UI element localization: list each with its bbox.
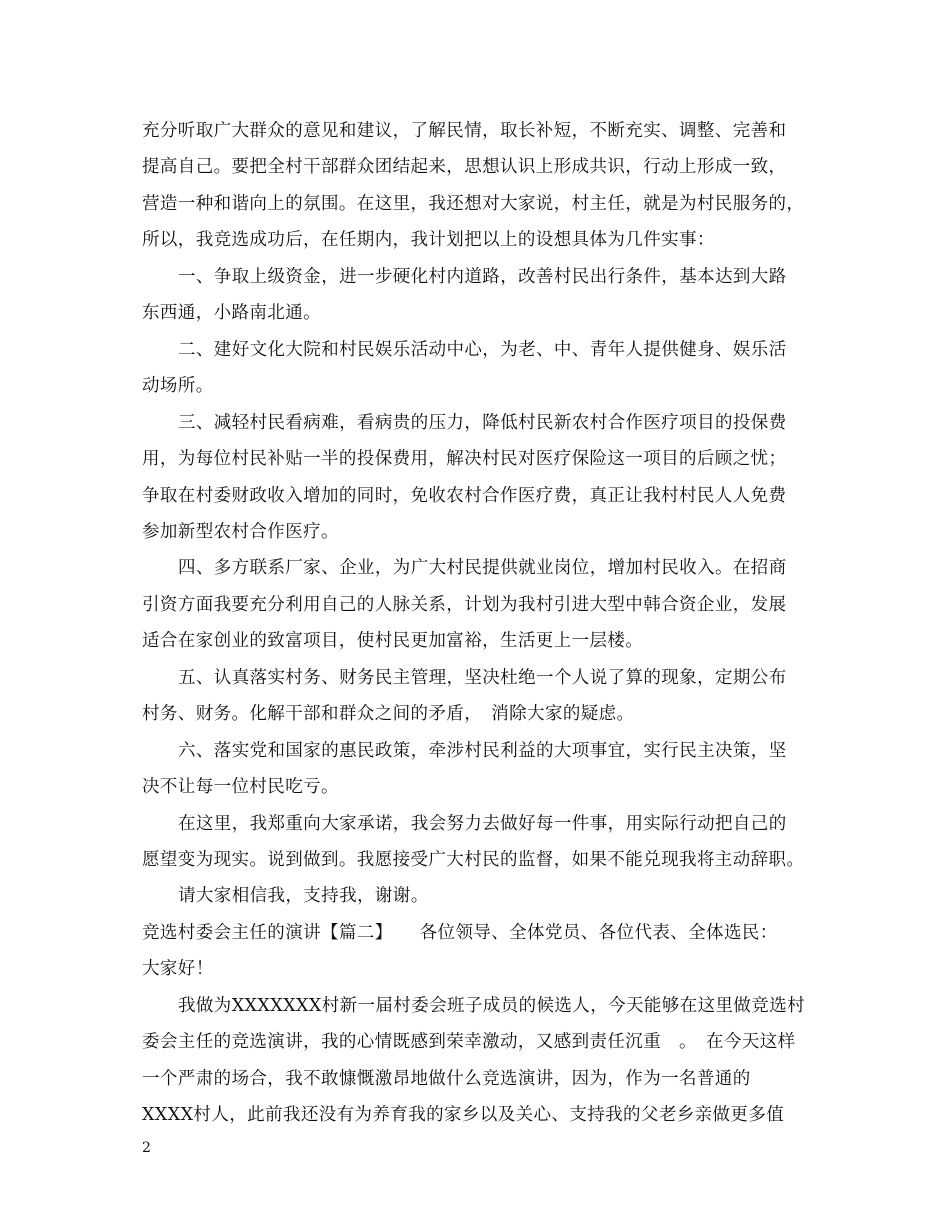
text-line: 决不让每一位村民吃亏。	[142, 777, 339, 797]
text-line: 愿望变为现实。说到做到。我愿接受广大村民的监督，如果不能兑现我将主动辞职。	[142, 850, 805, 870]
text-line: 所以，我竞选成功后，在任期内，我计划把以上的设想具体为几件实事：	[142, 230, 715, 250]
text-line: 提高自己。要把全村干部群众团结起来，思想认识上形成共识，行动上形成一致，	[142, 157, 787, 177]
text-line: 四、多方联系厂家、企业，为广大村民提供就业岗位，增加村民收入。在招商	[178, 558, 787, 578]
text-line: XXXX村人，此前我还没有为养育我的家乡以及关心、支持我的父老乡亲做更多值	[142, 1105, 785, 1125]
text-line: 大家好！	[142, 959, 214, 979]
text-line: 三、减轻村民看病难，看病贵的压力，降低村民新农村合作医疗项目的投保费	[178, 413, 787, 433]
text-line: 参加新型农村合作医疗。	[142, 522, 339, 542]
text-line: 用，为每位村民补贴一半的投保费用，解决村民对医疗保险这一项目的后顾之忧；	[142, 449, 787, 469]
page-number: 2	[142, 1140, 151, 1156]
text-line: 营造一种和谐向上的氛围。在这里，我还想对大家说，村主任，就是为村民服务的，	[142, 194, 805, 214]
text-line: 二、建好文化大院和村民娱乐活动中心，为老、中、青年人提供健身、娱乐活	[178, 340, 787, 360]
text-line: 争取在村委财政收入增加的同时，免收农村合作医疗费，真正让我村村民人人免费	[142, 486, 787, 506]
text-line: 一个严肃的场合，我不敢慷慨激昂地做什么竞选演讲，因为，作为一名普通的	[142, 1069, 751, 1089]
text-line: 我做为XXXXXXX村新一届村委会班子成员的候选人，今天能够在这里做竞选村	[178, 996, 806, 1016]
text-line: 充分听取广大群众的意见和建议，了解民情，取长补短，不断充实、调整、完善和	[142, 121, 787, 141]
text-line: 在这里，我郑重向大家承诺，我会努力去做好每一件事，用实际行动把自己的	[178, 814, 787, 834]
text-line: 请大家相信我，支持我，谢谢。	[178, 886, 429, 906]
text-line: 动场所。	[142, 376, 214, 396]
text-line: 东西通，小路南北通。	[142, 303, 321, 323]
text-line: 委会主任的竞选演讲，我的心情既感到荣幸激动，又感到责任沉重 。 在今天这样	[142, 1032, 796, 1052]
text-line: 引资方面我要充分利用自己的人脉关系，计划为我村引进大型中韩合资企业，发展	[142, 595, 787, 615]
section-heading-line: 竞选村委会主任的演讲【篇二】 各位领导、全体党员、各位代表、全体选民：	[142, 923, 778, 943]
text-line: 适合在家创业的致富项目，使村民更加富裕，生活更上一层楼。	[142, 631, 644, 651]
text-line: 六、落实党和国家的惠民政策，牵涉村民利益的大项事宜，实行民主决策，坚	[178, 741, 787, 761]
text-line: 五、认真落实村务、财务民主管理，坚决杜绝一个人说了算的现象，定期公布	[178, 668, 787, 688]
text-line: 一、争取上级资金，进一步硬化村内道路，改善村民出行条件，基本达到大路	[178, 267, 787, 287]
text-line: 村务、财务。化解干部和群众之间的矛盾， 消除大家的疑虑。	[142, 704, 635, 724]
